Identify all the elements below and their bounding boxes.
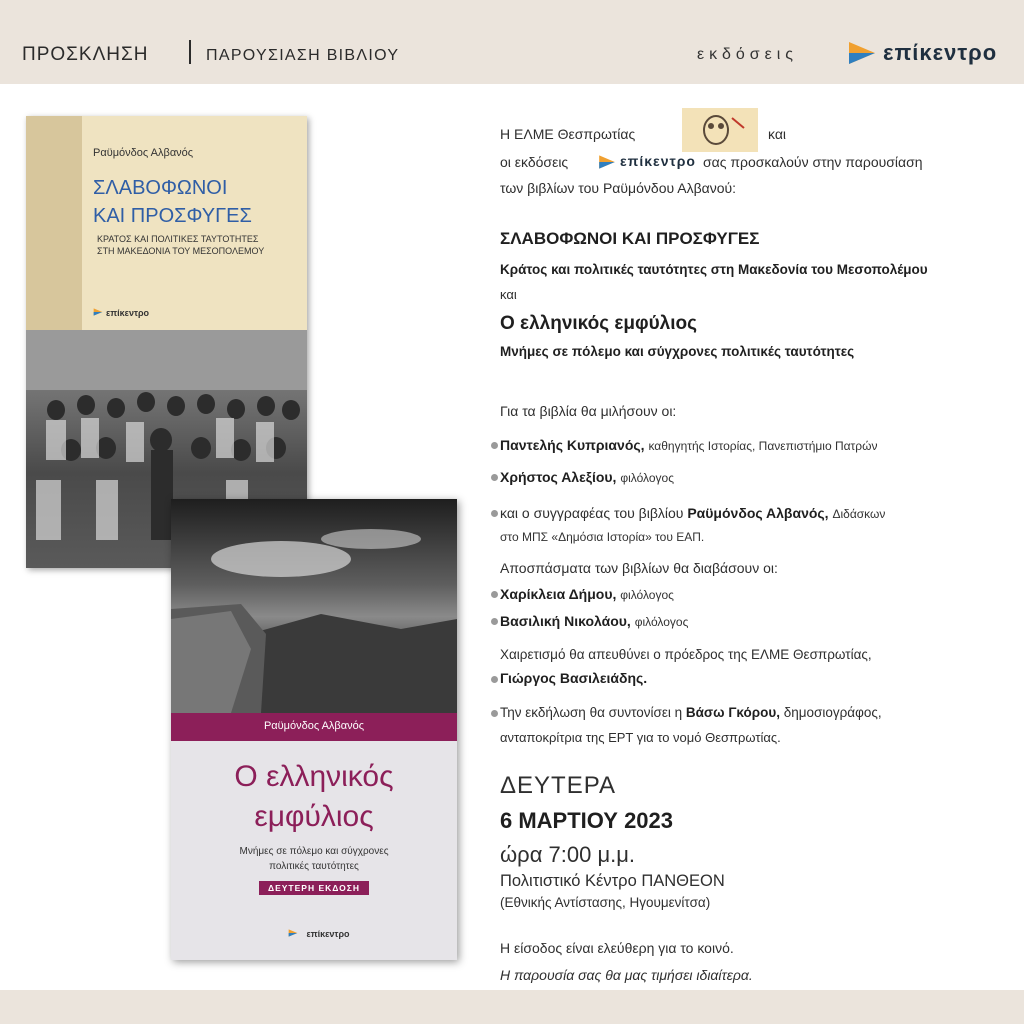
book1-title: [93, 174, 252, 230]
cliff-landscape-photo: [171, 499, 457, 713]
reader2: [500, 613, 688, 629]
speaker3-pre: και ο συγγραφέας του βιβλίου: [500, 505, 684, 521]
speaker3-name: Ραϋμόνδος Αλβανός,: [687, 505, 829, 521]
book2-heading: Ο ελληνικός εμφύλιος: [500, 313, 698, 334]
book2-publisher: επίκεντρο: [306, 929, 350, 939]
book1-subtitle: [97, 233, 307, 257]
moderator-pre: Την εκδήλωση θα συντονίσει η: [500, 705, 683, 720]
inline-publisher-brand: επίκεντρο: [620, 153, 696, 169]
greeting: Χαιρετισμό θα απευθύνει ο πρόεδρος της ΕΛΜΕ Θεσπρωτίας,: [500, 647, 872, 662]
moderator: [500, 705, 882, 720]
moderator-role2: ανταποκρίτρια της ΕΡΤ για το νομό Θεσπρωτίας.: [500, 730, 781, 745]
book1-heading-subtitle: Κράτος και πολιτικές ταυτότητες στη Μακεδονία του Μεσοπολέμου: [500, 262, 928, 277]
moderator-name: Βάσω Γκόρου,: [685, 705, 780, 720]
header-subtitle: ΠΑΡΟΥΣΙΑΣΗ ΒΙΒΛΙΟΥ: [206, 47, 400, 64]
book2-title: [171, 757, 457, 837]
speaker2-name: Χρήστος Αλεξίου,: [500, 469, 617, 485]
speaker2-role: φιλόλογος: [620, 471, 675, 485]
event-date: 6 ΜΑΡΤΙΟΥ 2023: [500, 808, 674, 833]
bullet-icon: [491, 442, 498, 449]
footer-bar: [0, 990, 1024, 1024]
reader1-name: Χαρίκλεια Δήμου,: [500, 586, 617, 602]
header-divider: [189, 40, 191, 64]
bullet-icon: [491, 591, 498, 598]
book2-title-line2: εμφύλιος: [254, 800, 374, 833]
book1-author: Ραϋμόνδος Αλβανός: [93, 147, 194, 159]
inline-publisher-logo-icon: [598, 153, 616, 171]
book2-edition-badge: ΔΕΥΤΕΡΗ ΕΚΔΟΣΗ: [259, 881, 369, 895]
moderator-role: δημοσιογράφος,: [783, 705, 882, 720]
speaker2: [500, 469, 674, 485]
book1-subtitle-line1: ΚΡΑΤΟΣ ΚΑΙ ΠΟΛΙΤΙΚΕΣ ΤΑΥΤΟΤΗΤΕΣ: [97, 234, 259, 244]
speakers-intro: Για τα βιβλία θα μιλήσουν οι:: [500, 403, 677, 419]
event-address: (Εθνικής Αντίστασης, Ηγουμενίτσα): [500, 895, 711, 910]
speaker3-role: Διδάσκων: [832, 507, 886, 521]
event-venue: Πολιτιστικό Κέντρο ΠΑΝΘΕΟΝ: [500, 872, 725, 890]
book2-title-line1: Ο ελληνικός: [234, 760, 394, 793]
invite-line1a: Η ΕΛΜΕ Θεσπρωτίας: [500, 126, 636, 142]
bullet-icon: [491, 474, 498, 481]
book1-publisher: επίκεντρο: [106, 308, 150, 318]
event-time: ώρα 7:00 μ.μ.: [500, 842, 636, 867]
invite-line2a: οι εκδόσεις: [500, 154, 569, 170]
speaker3: [500, 505, 885, 521]
speaker1-role: καθηγητής Ιστορίας, Πανεπιστήμιο Πατρών: [648, 439, 878, 453]
readers-intro: Αποσπάσματα των βιβλίων θα διαβάσουν οι:: [500, 560, 778, 576]
invite-line3: των βιβλίων του Ραϋμόνδου Αλβανού:: [500, 180, 737, 196]
bullet-icon: [491, 510, 498, 517]
book1-title-line1: ΣΛΑΒΟΦΩΝΟΙ: [93, 177, 228, 199]
invite-line1b: και: [768, 126, 787, 142]
event-day: ΔΕΥΤΕΡΑ: [500, 772, 616, 799]
landscape-shapes: [171, 499, 457, 713]
bullet-icon: [491, 710, 498, 717]
honor-note: Η παρουσία σας θα μας τιμήσει ιδιαίτερα.: [500, 967, 753, 983]
book2-subtitle: [171, 844, 457, 874]
bullet-icon: [491, 676, 498, 683]
speaker1-name: Παντελής Κυπριανός,: [500, 437, 645, 453]
book2-subtitle-line1: Μνήμες σε πόλεμο και σύγχρονες: [239, 846, 389, 857]
elme-owl-icon: [682, 108, 758, 152]
book1-logo-icon: [93, 307, 103, 317]
reader2-name: Βασιλική Νικολάου,: [500, 613, 631, 629]
elme-logo-icon: [682, 108, 758, 152]
reader1-role: φιλόλογος: [620, 588, 674, 602]
book1-subtitle-line2: ΣΤΗ ΜΑΚΕΔΟΝΙΑ ΤΟΥ ΜΕΣΟΠΟΛΕΜΟΥ: [97, 246, 265, 256]
cover-spine-block: [26, 116, 82, 330]
reader2-role: φιλόλογος: [634, 615, 689, 629]
bullet-icon: [491, 618, 498, 625]
free-entry: Η είσοδος είναι ελεύθερη για το κοινό.: [500, 940, 734, 956]
reader1: [500, 586, 674, 602]
header-bar: [0, 0, 1024, 84]
book2-author: Ραϋμόνδος Αλβανός: [263, 720, 365, 732]
book2-heading-subtitle: Μνήμες σε πόλεμο και σύγχρονες πολιτικές ταυτότητες: [500, 344, 855, 359]
speaker1: [500, 437, 878, 453]
publisher-brand: επίκεντρο: [883, 40, 998, 65]
publisher-label: εκδόσεις: [697, 46, 799, 63]
publisher-logo-icon: [847, 38, 877, 68]
header-title: ΠΡΟΣΚΛΗΣΗ: [22, 44, 149, 65]
invite-line2b: σας προσκαλούν στην παρουσίαση: [703, 154, 923, 170]
book2-author-band: [171, 713, 457, 741]
speaker3-role2: στο ΜΠΣ «Δημόσια Ιστορία» του ΕΑΠ.: [500, 530, 705, 544]
greeting-name: Γιώργος Βασιλειάδης.: [500, 670, 648, 686]
books-and: και: [500, 287, 517, 302]
book1-heading: ΣΛΑΒΟΦΩΝΟΙ ΚΑΙ ΠΡΟΣΦΥΓΕΣ: [500, 229, 760, 248]
book1-title-line2: ΚΑΙ ΠΡΟΣΦΥΓΕΣ: [93, 205, 252, 227]
book-cover-greek-civil-war: [171, 499, 457, 960]
book2-subtitle-line2: πολιτικές ταυτότητες: [269, 861, 359, 872]
